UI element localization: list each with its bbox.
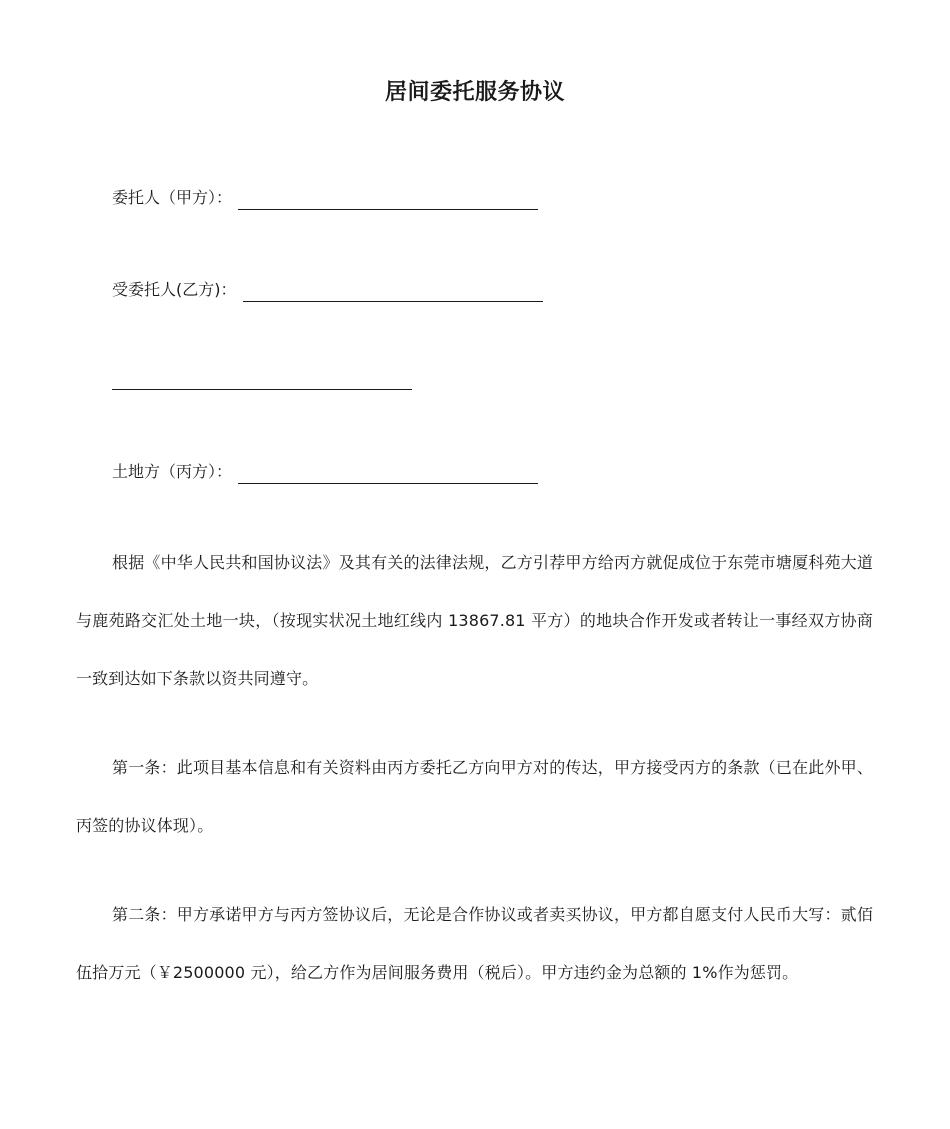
party-a-label: 委托人（甲方）： xyxy=(112,188,233,207)
document-title: 居间委托服务协议 xyxy=(384,80,565,105)
party-b-label: 受委托人(乙方)： xyxy=(112,280,237,299)
party-b-extra-blank[interactable] xyxy=(112,389,412,390)
article-1-paragraph: 第一条：此项目基本信息和有关资料由丙方委托乙方向甲方对的传达，甲方接受丙方的条款（已在此外甲、丙签的协议体现）。 xyxy=(76,758,873,835)
party-c-blank[interactable] xyxy=(238,463,538,484)
party-a-blank[interactable] xyxy=(238,189,538,210)
party-c-label: 土地方（丙方）： xyxy=(112,462,233,481)
article-2-paragraph: 第二条：甲方承诺甲方与丙方签协议后，无论是合作协议或者卖买协议，甲方都自愿支付人民币大写：贰佰伍拾万元（￥2500000 元），给乙方作为居间服务费用（税后）。甲方违约金为总额的 1%作为惩罚。 xyxy=(76,905,873,982)
intro-paragraph: 根据《中华人民共和国协议法》及其有关的法律法规，乙方引荐甲方给丙方就促成位于东莞市塘厦科苑大道与鹿苑路交汇处土地一块，（按现实状况土地红线内 13867.81 平方）的地块合作开发或者转让一事经双方协商一致到达如下条款以资共同遵守。 xyxy=(76,553,873,688)
party-b-blank[interactable] xyxy=(243,281,543,302)
party-c-field xyxy=(112,460,538,484)
party-a-field xyxy=(112,186,538,210)
party-b-field xyxy=(112,278,543,302)
